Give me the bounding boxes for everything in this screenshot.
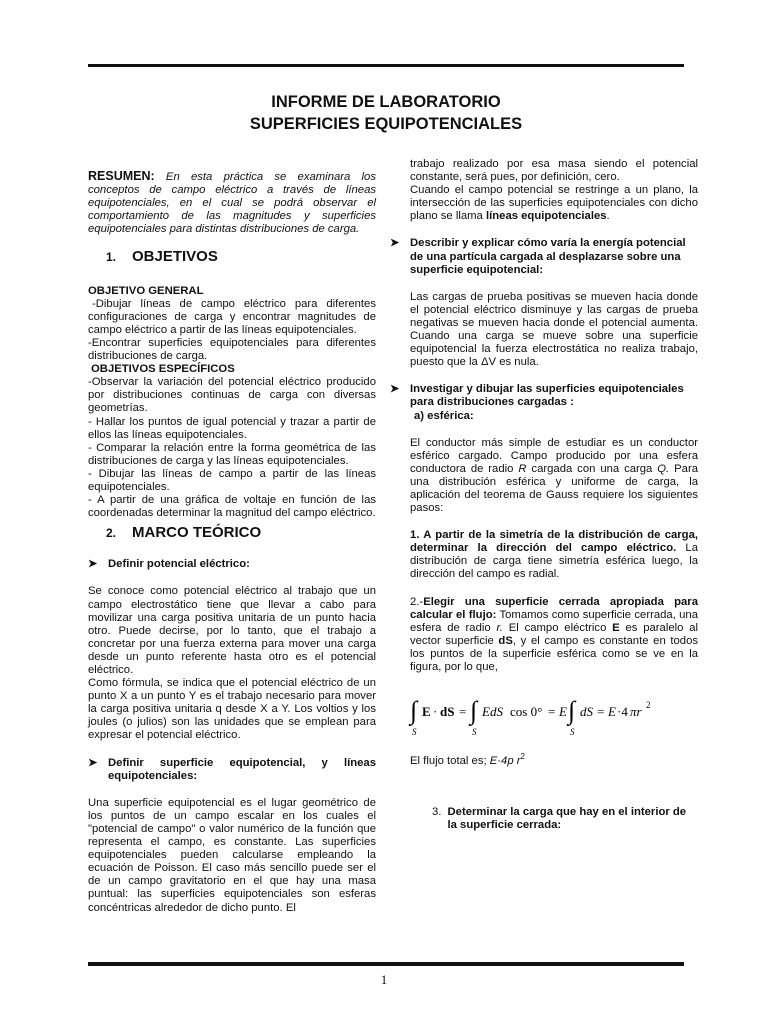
section-objetivos-heading [106, 250, 376, 264]
svg-text:=: = [597, 704, 605, 720]
step-number: 3. [432, 805, 442, 818]
svg-text:cos 0°: cos 0° [510, 704, 543, 720]
arrow-bullet-icon: ➤ [390, 383, 400, 396]
bullet-text: Definir superficie equipotencial, y líneas equipotenciales: [108, 756, 376, 782]
continuation-paragraph: trabajo realizado por esa masa siendo el potencial constante, será pues, por definición, cero. [410, 158, 698, 184]
svg-text:dS: dS [440, 704, 455, 720]
svg-text:EdS: EdS [482, 704, 503, 720]
step-3-item [432, 806, 698, 832]
svg-text:S: S [472, 727, 477, 738]
flux-total-line [410, 750, 698, 768]
step-2-paragraph [410, 596, 698, 675]
svg-text:∫: ∫ [568, 696, 576, 726]
objetivo-general-item: -Dibujar líneas de campo eléctrico para diferentes configuraciones de carga y encontrar magnitudes de campo eléctrico a partir de las líneas equipotenciales. [88, 297, 376, 336]
section-title: OBJETIVOS [132, 248, 218, 266]
text-run-bold: dS [498, 634, 513, 647]
svg-text:E: E [422, 704, 431, 720]
right-column [390, 158, 699, 832]
bottom-rule [88, 962, 684, 966]
svg-text:=: = [459, 704, 467, 720]
potencial-paragraph: Se conoce como potencial eléctrico al trabajo que un campo electrostático tiene que llevar a cabo para movilizar una carga positiva unitaria de un punto hacia otro. Puede decirse, por lo tanto, que el trabajo a concretar por una fuerza externa para mover una carga desde un punto referente hasta otro es el potencial eléctrico. [88, 585, 376, 676]
superficie-paragraph: Una superficie equipotencial es el lugar geométrico de los puntos de un campo escalar en los cuales el "potencial de campo" o valor numérico de la función que representa el campo, es constante. Las superficies equipotenciales pueden calcularse empleando la ecuación de Poisson. El caso más sencillo puede ser el de un campo gravitatorio en el que hay una masa puntual: las superficies equipotenciales son esferas concéntricas alrededor de dicho punto. El [88, 796, 376, 914]
svg-text:πr: πr [630, 704, 642, 720]
delta-v: ΔV [480, 356, 497, 369]
left-column [88, 170, 376, 915]
arrow-bullet-icon: ➤ [88, 558, 98, 571]
arrow-bullet-icon: ➤ [88, 756, 98, 769]
svg-text:2: 2 [646, 700, 651, 711]
svg-text:dS: dS [580, 704, 593, 720]
objetivo-general-item: -Encontrar superficies equipotenciales para diferentes distribuciones de carga. [88, 336, 376, 363]
text-run: Tomamos como superficie cerrada, una esfera de radio [410, 608, 698, 634]
flux-label: El flujo total es; [410, 754, 487, 767]
objetivo-especifico-item: - Comparar la relación entre la forma geométrica de las distribuciones de carga y las líneas equipotenciales. [88, 441, 376, 467]
text-run: 2.- [410, 595, 424, 608]
section-number: 2. [106, 526, 117, 541]
energia-paragraph [410, 291, 698, 370]
page-number: 1 [380, 972, 388, 987]
objetivo-especifico-item: -Observar la variación del potencial eléctrico producido por distribuciones continuas de carga con diversas geometrías. [88, 376, 376, 415]
text-run: El campo eléctrico [502, 621, 613, 634]
section-title: MARCO TEÓRICO [132, 524, 262, 542]
step-1-paragraph [410, 529, 698, 581]
section-marco-heading [106, 526, 376, 540]
objetivo-especifico-item: - A partir de una gráfica de voltaje en función de las coordenadas determinar la magnitud del campo eléctrico. [88, 494, 376, 520]
objetivo-especifico-item: - Dibujar las líneas de campo a partir de las líneas equipotenciales. [88, 467, 376, 493]
text-run: es nula. [496, 356, 539, 369]
arrow-bullet-icon: ➤ [390, 237, 400, 250]
sub-item-esferica: a) esférica: [414, 409, 474, 422]
text-run: es paralelo al vector superficie [410, 621, 699, 647]
lineas-paragraph [410, 184, 698, 223]
flux-exponent: 2 [520, 752, 525, 762]
gauss-formula-image [410, 692, 698, 736]
text-run: , y el campo es constante en todos los puntos de la superficie esférica como se ve en la figura, por lo que, [410, 634, 699, 673]
text-run-bold: E [612, 621, 620, 634]
svg-text:E: E [608, 704, 616, 720]
svg-text:S: S [412, 727, 417, 738]
svg-text:·4: ·4 [617, 704, 628, 720]
flux-value: E·4p r [489, 754, 521, 767]
text-run-italic: Q. [657, 462, 670, 475]
text-run-italic: R [518, 462, 527, 475]
bullet-energia [390, 237, 698, 276]
text-run: La distribución de carga tiene simetría esférica luego, la dirección del campo es radial. [410, 542, 698, 581]
section-number: 1. [106, 250, 117, 265]
bullet-text: Describir y explicar cómo varía la energía potencial de una partícula cargada al desplazarse sobre una superficie equipotencial: [410, 237, 686, 276]
potencial-paragraph: Como fórmula, se indica que el potencial eléctrico de un punto X a un punto Y es el trabajo necesario para mover la carga positiva unitaria q desde X a Y. Los voltios y los joules (o julios) son las unidades que se emplean para expresar el potencial eléctrico. [88, 677, 376, 742]
bullet-potencial [88, 558, 376, 571]
resumen-text: En esta práctica se examinara los conceptos de campo eléctrico a través de líneas equipotenciales, en el cual se podrá observar el comportamiento de las magnitudes y superficies equipotenciales para distintas distribuciones de carga. [88, 171, 376, 236]
text-run-bold: líneas equipotenciales [485, 210, 607, 223]
resumen-label: RESUMEN: [88, 169, 155, 183]
text-run: . [606, 210, 610, 223]
bullet-text: Investigar y dibujar las superficies equipotenciales para distribuciones cargadas : [410, 383, 684, 409]
text-run-bold: 1. A partir de la simetría de la distribución de carga, determinar la dirección del campo eléctrico. [410, 529, 698, 555]
bullet-superficie [88, 757, 376, 783]
svg-text:·: · [433, 704, 438, 720]
svg-text:E: E [559, 704, 567, 720]
report-subtitle: SUPERFICIES EQUIPOTENCIALES [249, 115, 523, 133]
report-title: INFORME DE LABORATORIO [271, 93, 501, 111]
resumen-paragraph [88, 170, 376, 236]
esferica-paragraph [410, 437, 698, 516]
svg-text:S: S [570, 727, 575, 738]
text-run: Las cargas de prueba positivas se mueven hacia donde el potencial eléctrico disminuye y las cargas de prueba negativas se mueven hacia donde el potencial aumenta. Cuando una carga se mueve sobre una superficie equipotencial la fuerza electrostática no realiza trabajo, puesto que la [410, 290, 698, 369]
text-run: cargada con una carga [526, 462, 658, 475]
objetivo-especifico-item: - Hallar los puntos de igual potencial y trazar a partir de ellos las líneas equipotenciales. [88, 415, 376, 441]
bullet-text: Definir potencial eléctrico: [108, 558, 250, 571]
text-run: Para una distribución esférica y uniforme de carga, la aplicación del teorema de Gauss requiere los siguientes pasos: [410, 462, 698, 515]
objetivos-especificos-heading: OBJETIVOS ESPECÍFICOS [91, 363, 235, 376]
text-run: El conductor más simple de estudiar es un conductor esférico cargado. Campo producido por una esfera conductora de radio [410, 436, 698, 475]
bullet-investigar [390, 383, 698, 409]
objetivo-general-heading: OBJETIVO GENERAL [88, 284, 204, 297]
text-run: Cuando el campo potencial se restringe a un plano, la intersección de las superficies equipotenciales con dicho plano se llama [410, 184, 698, 223]
svg-text:∫: ∫ [410, 696, 418, 726]
text-run-italic: r. [496, 621, 503, 634]
svg-text:∫: ∫ [470, 696, 478, 726]
step-text: Determinar la carga que hay en el interior de la superficie cerrada: [447, 805, 687, 832]
svg-text:=: = [548, 704, 556, 720]
top-rule [88, 64, 684, 67]
gauss-formula-svg [410, 691, 660, 737]
text-run-bold: Elegir una superficie cerrada apropiada para calcular el flujo: [410, 595, 698, 621]
